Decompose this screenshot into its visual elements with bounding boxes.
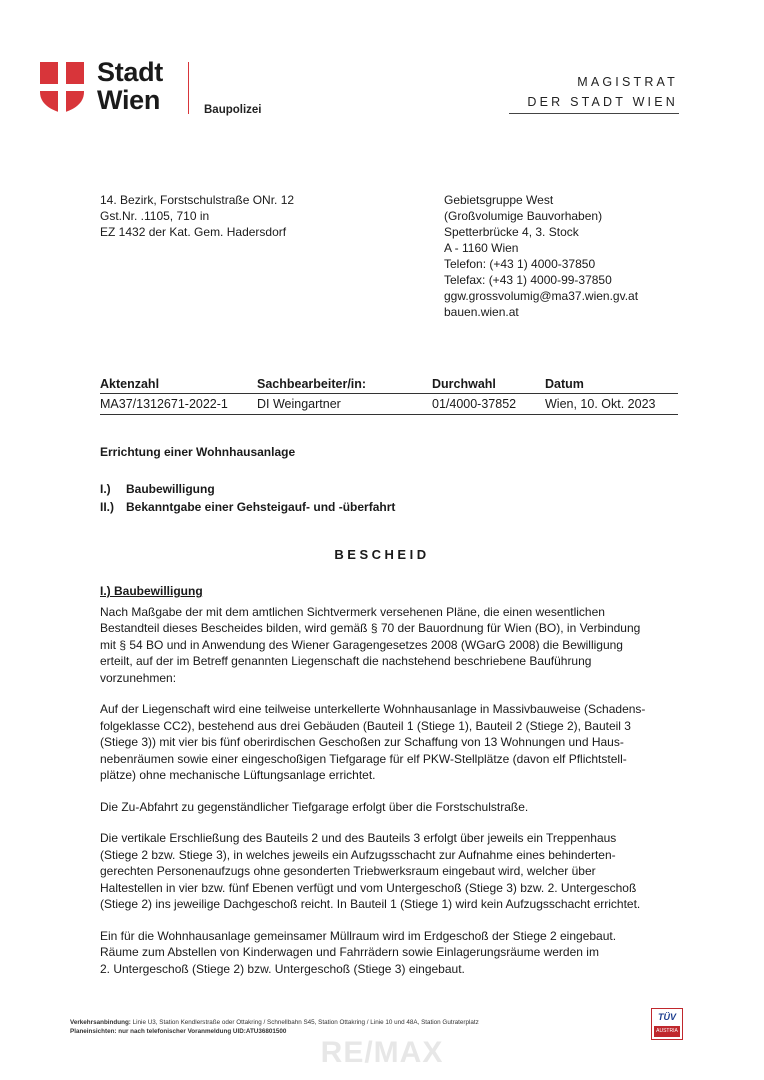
body-paragraph: Die vertikale Erschließung des Bauteils 2 und des Bauteils 3 erfolgt über jeweils ein Treppenhaus (Stiege 2 bzw. Stiege 3), in welches jeweils ein Aufzugsschacht zur Aufnahme eines behinderten- gerechten Personenaufzugs ohne gesonderten Triebwerksraum eingebaut wird, welcher über Haltestellen in vier bzw. fünf Ebenen verfügt und vom Untergeschoß (Stiege 3) bzw. 2. Untergeschoß (Stiege 2) ins jeweilige Dachgeschoß reicht. In Bauteil 1 (Stiege 1) wird kein Aufzugsschacht errichtet. bbox=[100, 831, 641, 911]
tuv-austria-label: AUSTRIA bbox=[654, 1026, 680, 1037]
office-fax: Telefax: (+43 1) 4000-99-37850 bbox=[444, 273, 612, 287]
address-line: 14. Bezirk, Forstschulstraße ONr. 12 bbox=[100, 193, 295, 207]
body-paragraph: Auf der Liegenschaft wird eine teilweise unterkellerte Wohnhausanlage in Massivbauweise (Schadens- folgeklasse CC2), bestehend aus drei Gebäuden (Bauteil 1 (Stiege 1), Bauteil 2 (Stiege 2), Bauteil 3 (Stiege 3)) mit vier bis fünf oberirdischen Geschoßen zur Schaffung von 13 Wohnungen und Haus- nebenräumen sowie einer eingeschoßigen Tiefgarage für elf PKW-Stellplätze (davon elf Pflichtstell- plätze) ohne mechanische Lüftungsanlage errichtet. bbox=[100, 702, 646, 782]
magistrat-heading bbox=[527, 72, 678, 112]
footer-transport-text: Linie U3, Station Kendlerstraße oder Ottakring / Schnellbahn S45, Station Ottakring / Linie 10 und 48A, Station Gutraterplatz bbox=[132, 1019, 479, 1026]
point-number: II.) bbox=[100, 500, 114, 514]
header-datum: Datum bbox=[545, 377, 584, 391]
document-title: BESCHEID bbox=[334, 547, 430, 562]
logo-divider bbox=[188, 62, 189, 114]
property-address bbox=[100, 192, 294, 240]
stadt-wien-logo-icon bbox=[40, 62, 84, 113]
reference-table bbox=[100, 377, 678, 415]
department-label: Baupolizei bbox=[204, 104, 262, 116]
page-footer bbox=[70, 1018, 479, 1036]
office-phone: Telefon: (+43 1) 4000-37850 bbox=[444, 257, 596, 271]
value-aktenzahl: MA37/1312671-2022-1 bbox=[100, 397, 228, 411]
office-website-link[interactable]: bauen.wien.at bbox=[444, 305, 519, 319]
value-sachbearbeiter: DI Weingartner bbox=[257, 397, 341, 411]
magistrat-line2: DER STADT WIEN bbox=[527, 95, 678, 109]
logo-line-wien: Wien bbox=[97, 85, 161, 115]
tuv-label: TÜV bbox=[658, 1012, 676, 1022]
office-line: A - 1160 Wien bbox=[444, 241, 519, 255]
point-item bbox=[100, 480, 395, 498]
value-durchwahl: 01/4000-37852 bbox=[432, 397, 517, 411]
document-body bbox=[100, 583, 678, 992]
header-sachbearbeiter: Sachbearbeiter/in: bbox=[257, 377, 367, 391]
point-text: Bekanntgabe einer Gehsteigauf- und -überfahrt bbox=[126, 500, 396, 514]
office-contact-block bbox=[444, 192, 638, 320]
footer-transport bbox=[70, 1018, 479, 1027]
magistrat-line1: MAGISTRAT bbox=[577, 75, 678, 89]
logo-wordmark bbox=[97, 58, 163, 114]
address-line: Gst.Nr. .1105, 710 in bbox=[100, 209, 210, 223]
point-text: Baubewilligung bbox=[126, 482, 215, 496]
subject-line: Errichtung einer Wohnhausanlage bbox=[100, 445, 296, 459]
address-line: EZ 1432 der Kat. Gem. Hadersdorf bbox=[100, 225, 287, 239]
footer-plan-label: Planeinsichten: nur nach telefonischer Voranmeldung UID:ATU36801500 bbox=[70, 1028, 287, 1035]
reference-value-row bbox=[100, 394, 678, 415]
reference-header-row bbox=[100, 377, 678, 394]
office-line: Gebietsgruppe West bbox=[444, 193, 554, 207]
body-paragraph: Nach Maßgabe der mit dem amtlichen Sichtvermerk versehenen Pläne, die einen wesentlichen Bestandteil dieses Bescheides bilden, wird gemäß § 70 der Bauordnung für Wien (BO), in Verbindung mit § 54 BO und in Anwendung des Wiener Garagengesetzes 2008 (WGarG 2008) die Bewilligung erteilt, auf der im Betreff genannten Liegenschaft die nachstehend beschriebene Bauführung vorzunehmen: bbox=[100, 604, 641, 685]
logo-line-stadt: Stadt bbox=[97, 57, 164, 87]
subject-points bbox=[100, 480, 395, 516]
header-durchwahl: Durchwahl bbox=[432, 377, 496, 391]
footer-transport-label: Verkehrsanbindung: bbox=[70, 1019, 131, 1026]
body-paragraph: Die Zu-Abfahrt zu gegenständlicher Tiefgarage erfolgt über die Forstschulstraße. bbox=[100, 799, 529, 814]
body-paragraph: Ein für die Wohnhausanlage gemeinsamer Müllraum wird im Erdgeschoß der Stiege 2 eingebaut. Räume zum Abstellen von Kinderwagen und Fahrrädern sowie Einlagerungsräume werden im 2. Untergeschoß (Stiege 2) bzw. Untergeschoß (Stiege 3) eingebaut. bbox=[100, 928, 617, 976]
remax-watermark: RE/MAX bbox=[320, 1036, 444, 1069]
value-datum: Wien, 10. Okt. 2023 bbox=[545, 397, 656, 411]
magistrat-underline bbox=[509, 113, 679, 114]
header-aktenzahl: Aktenzahl bbox=[100, 377, 160, 391]
office-line: (Großvolumige Bauvorhaben) bbox=[444, 209, 603, 223]
footer-plan-inspection bbox=[70, 1027, 479, 1036]
point-number: I.) bbox=[100, 482, 111, 496]
point-item bbox=[100, 498, 395, 516]
office-email-link[interactable]: ggw.grossvolumig@ma37.wien.gv.at bbox=[444, 289, 639, 303]
section-title: I.) Baubewilligung bbox=[100, 584, 203, 598]
office-line: Spetterbrücke 4, 3. Stock bbox=[444, 225, 579, 239]
